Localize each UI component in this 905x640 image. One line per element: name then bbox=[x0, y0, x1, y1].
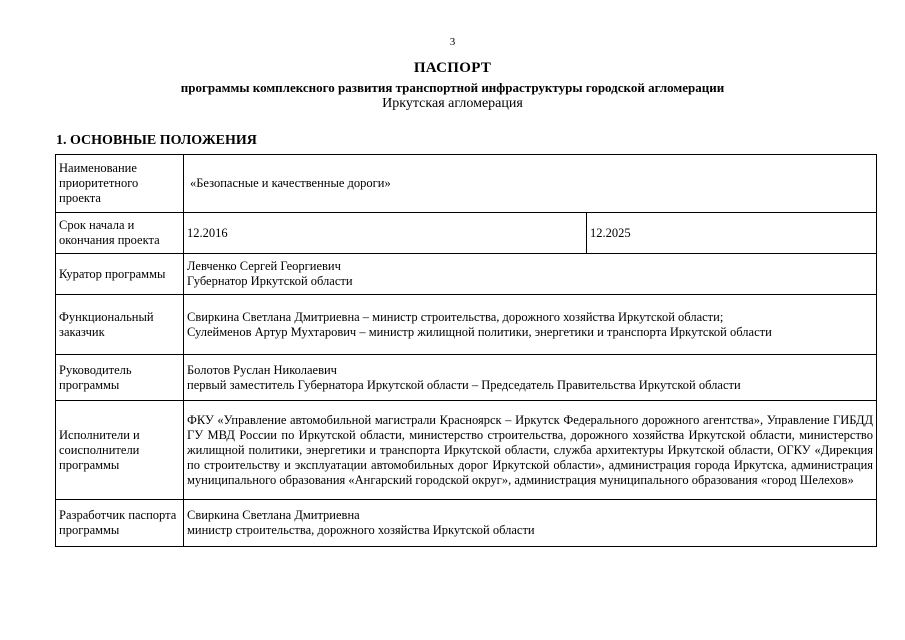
table-row-project-name bbox=[56, 155, 877, 213]
developer-position: министр строительства, дорожного хозяйства Иркутской области bbox=[187, 523, 535, 537]
functional-customer-2: Сулейменов Артур Мухтарович – министр жилищной политики, энергетики и транспорта Иркутской области bbox=[187, 324, 772, 339]
page-number: 3 bbox=[449, 36, 456, 48]
document-subtitle: программы комплексного развития транспортной инфраструктуры городской агломерации bbox=[180, 80, 725, 95]
curator-name: Левченко Сергей Георгиевич bbox=[187, 259, 341, 273]
row-label-project-name: Наименование приоритетного проекта bbox=[56, 155, 184, 213]
table-row-functional-customer bbox=[56, 295, 877, 355]
passport-table bbox=[55, 154, 877, 547]
agglomeration-name: Иркутская агломерация bbox=[382, 96, 523, 111]
project-end-date: 12.2025 bbox=[587, 213, 877, 254]
row-label-curator: Куратор программы bbox=[56, 254, 184, 295]
row-label-program-head: Руководитель программы bbox=[56, 355, 184, 401]
row-value-curator bbox=[184, 254, 877, 295]
project-start-date: 12.2016 bbox=[184, 213, 587, 254]
table-row-program-head bbox=[56, 355, 877, 401]
row-label-functional-customer: Функциональный заказчик bbox=[56, 295, 184, 355]
row-label-project-dates: Срок начала и окончания проекта bbox=[56, 213, 184, 254]
functional-customer-1: Свиркина Светлана Дмитриевна – министр строительства, дорожного хозяйства Иркутской области; bbox=[187, 309, 724, 324]
row-value-project-name: «Безопасные и качественные дороги» bbox=[184, 155, 877, 213]
table-row-executors bbox=[56, 401, 877, 500]
row-label-executors: Исполнители и соисполнители программы bbox=[56, 401, 184, 500]
curator-position: Губернатор Иркутской области bbox=[187, 274, 353, 288]
document-title: ПАСПОРТ bbox=[413, 60, 492, 76]
row-value-program-head bbox=[184, 355, 877, 401]
program-head-position: первый заместитель Губернатора Иркутской области – Председатель Правительства Иркутской области bbox=[187, 377, 741, 392]
table-row-project-dates bbox=[56, 213, 877, 254]
table-row-developer bbox=[56, 500, 877, 547]
row-value-functional-customer bbox=[184, 295, 877, 355]
row-label-developer: Разработчик паспорта программы bbox=[56, 500, 184, 547]
row-value-executors: ФКУ «Управление автомобильной магистрали Красноярск – Иркутск Федерального дорожного агентства», Управление ГИБДД ГУ МВД России по Иркутской области, министерство строительства, дорожного хозяйства Иркутской области, министерство жилищной политики, энергетики и транспорта Иркутской области, служба архитектуры Иркутской области, ОГКУ «Дирекция по строительству и эксплуатации автомобильных дорог Иркутской области», администрация города Иркутска, администрация муниципального образования «Ангарский городской округ», администрация муниципального образования «город Шелехов» bbox=[184, 401, 877, 500]
developer-name: Свиркина Светлана Дмитриевна bbox=[187, 508, 360, 522]
program-head-name: Болотов Руслан Николаевич bbox=[187, 362, 337, 377]
section-heading: 1. ОСНОВНЫЕ ПОЛОЖЕНИЯ bbox=[56, 133, 257, 148]
table-row-curator bbox=[56, 254, 877, 295]
row-value-developer bbox=[184, 500, 877, 547]
